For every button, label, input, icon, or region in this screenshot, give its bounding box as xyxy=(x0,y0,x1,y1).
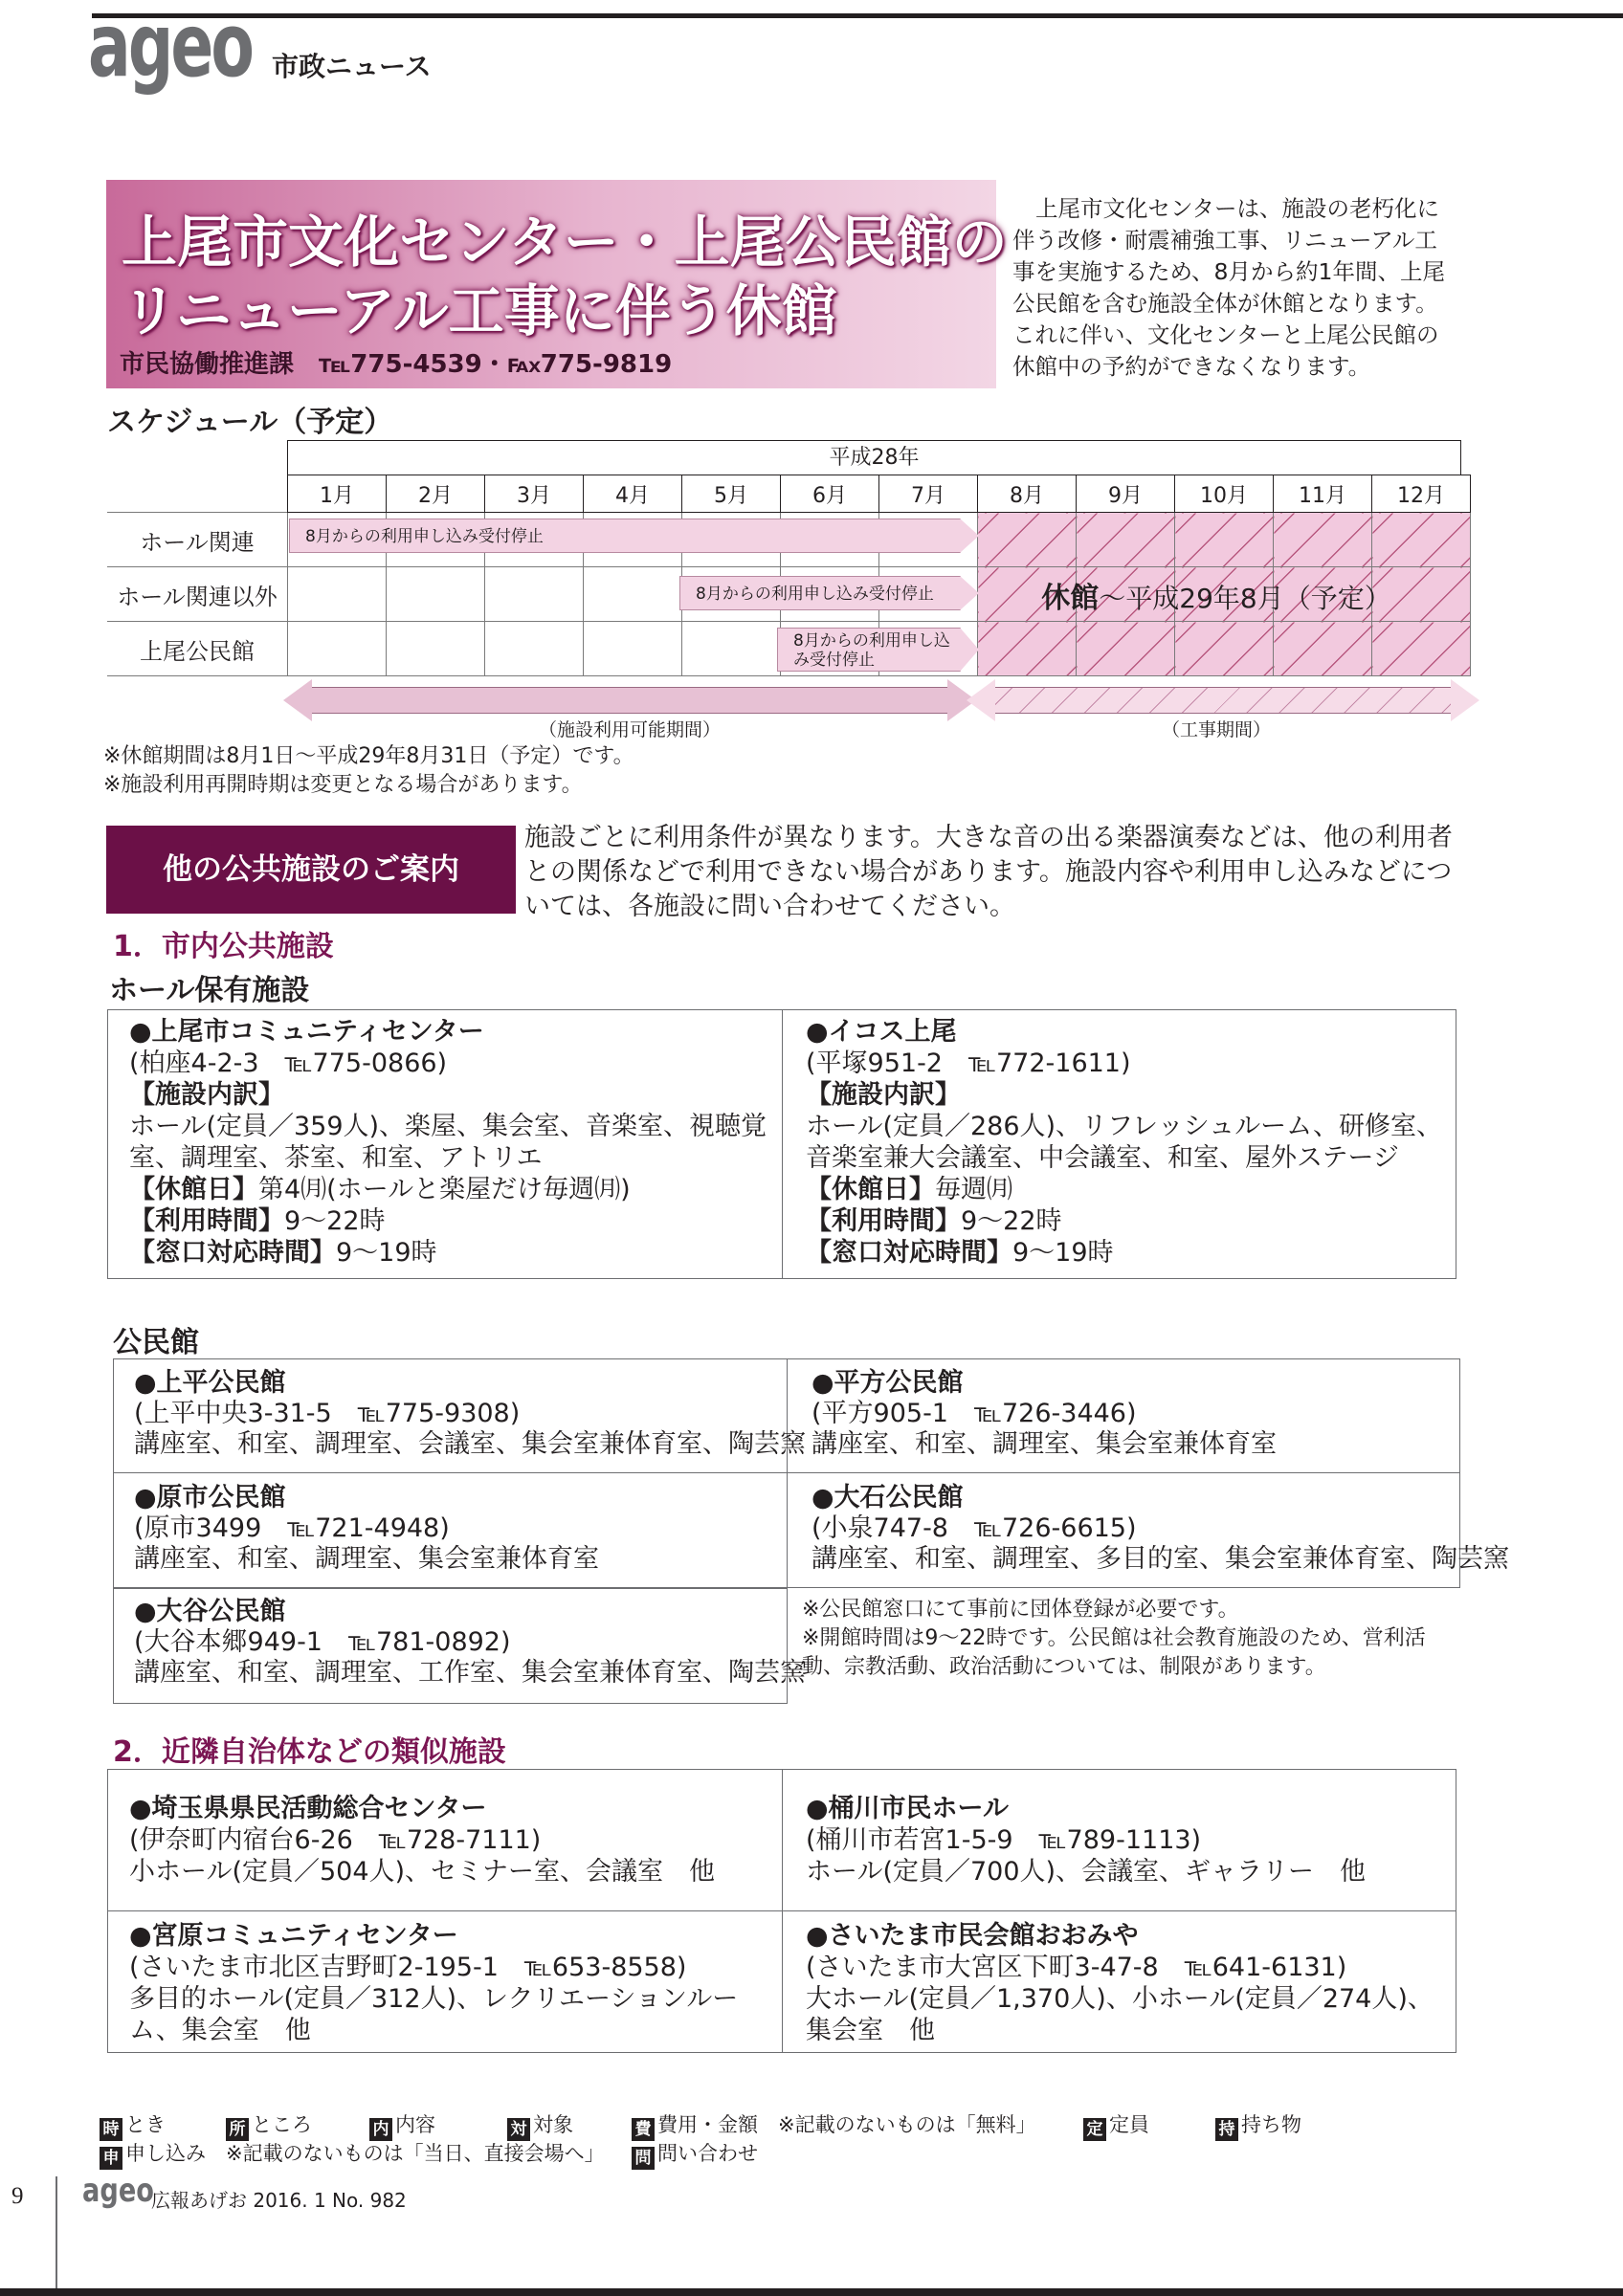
month-header: 1月 xyxy=(288,475,387,513)
kominkan-card xyxy=(134,1597,806,1689)
nearby-card xyxy=(129,1920,770,2046)
legend-text: 申し込み ※記載のないものは「当日、直接会場へ」 xyxy=(125,2142,605,2165)
nearby-rooms: ホール(定員／700人)、会議室、ギャラリー 他 xyxy=(806,1857,1367,1887)
divider xyxy=(782,1769,783,2053)
month-header: 6月 xyxy=(781,475,879,513)
legend-key: 費 xyxy=(632,2118,655,2141)
legend-text: 内容 xyxy=(395,2113,435,2136)
nearby-address: (さいたま市大宮区下町3-47-8 ℡641-6131) xyxy=(806,1953,1347,1982)
facility-name: ●上尾市コミュニティセンター xyxy=(129,1017,484,1047)
schedule-notes xyxy=(103,742,634,800)
facility-address: (平塚951-2 ℡772-1611) xyxy=(806,1049,1131,1078)
legend-item xyxy=(100,2110,166,2141)
kominkan-note: ※開館時間は9〜22時です。公民館は社会教育施設のため、営利活動、宗教活動、政治活動については、制限があります。 xyxy=(802,1626,1426,1679)
legend-item xyxy=(369,2110,435,2141)
divider xyxy=(782,1009,783,1279)
nearby-address: (桶川市若宮1-5-9 ℡789-1113) xyxy=(806,1825,1202,1855)
legend-key: 定 xyxy=(1083,2118,1106,2141)
month-header: 12月 xyxy=(1372,475,1471,513)
nearby-card xyxy=(806,1793,1447,1888)
kominkan-address: (原市3499 ℡721-4948) xyxy=(134,1513,450,1543)
legend-text: 定員 xyxy=(1109,2113,1149,2136)
booking-stop-bar-hall: 8月からの利用申し込み受付停止 xyxy=(289,519,961,553)
page-number: 9 xyxy=(11,2183,24,2209)
facility-label: 【休館日】 xyxy=(129,1175,258,1204)
nearby-address: (伊奈町内宿台6-26 ℡728-7111) xyxy=(129,1825,542,1855)
legend-text: ところ xyxy=(252,2113,312,2136)
kominkan-address: (平方905-1 ℡726-3446) xyxy=(812,1399,1137,1428)
category-kominkan: 公民館 xyxy=(113,1326,199,1359)
construction-period-caption: （工事期間） xyxy=(1161,719,1271,740)
facility-card xyxy=(806,1016,1447,1269)
schedule-year: 平成28年 xyxy=(287,440,1461,475)
category-hall: ホール保有施設 xyxy=(109,974,310,1007)
legend-text: 費用・金額 ※記載のないものは「無料」 xyxy=(657,2113,1036,2136)
nearby-card xyxy=(806,1920,1447,2046)
footer-logo: ageo xyxy=(82,2172,154,2210)
legend-item xyxy=(632,2139,758,2170)
nearby-name: ●埼玉県県民活動総合センター xyxy=(129,1794,487,1823)
publication-info: 広報あげお 2016. 1 No. 982 xyxy=(151,2189,407,2212)
legend-text: 対象 xyxy=(533,2113,573,2136)
legend-item xyxy=(226,2110,312,2141)
nearby-name: ●桶川市民ホール xyxy=(806,1794,1010,1823)
month-header: 4月 xyxy=(584,475,682,513)
department-contact: 市民協働推進課 ℡775-4539・℻775-9819 xyxy=(120,350,673,379)
schedule-row-label: ホール関連 xyxy=(107,513,288,567)
kominkan-name: ●上平公民館 xyxy=(134,1368,286,1398)
month-header: 7月 xyxy=(879,475,978,513)
kominkan-rooms: 講座室、和室、調理室、多目的室、集会室兼体育室、陶芸窯 xyxy=(812,1544,1509,1574)
month-header: 5月 xyxy=(682,475,781,513)
facility-address: (柏座4-2-3 ℡775-0866) xyxy=(129,1049,448,1078)
legend-text: 問い合わせ xyxy=(657,2142,758,2165)
guide-heading: 他の公共施設のご案内 xyxy=(106,826,516,914)
kominkan-card xyxy=(812,1368,1277,1460)
nearby-name: ●宮原コミュニティセンター xyxy=(129,1921,458,1951)
kominkan-rooms: 講座室、和室、調理室、会議室、集会室兼体育室、陶芸窯 xyxy=(134,1429,806,1459)
legend-item xyxy=(1215,2110,1301,2141)
kominkan-rooms: 講座室、和室、調理室、工作室、集会室兼体育室、陶芸窯 xyxy=(134,1658,806,1688)
facility-closed-day: 第4㈪(ホールと楽屋だけ毎週㈪) xyxy=(258,1175,631,1204)
facility-label: 【窓口対応時間】 xyxy=(806,1238,1012,1268)
legend-key: 内 xyxy=(369,2118,392,2141)
facility-label: 【施設内訳】 xyxy=(129,1080,284,1110)
legend-text: 持ち物 xyxy=(1241,2113,1301,2136)
facility-label: 【利用時間】 xyxy=(806,1206,961,1236)
available-period-arrow xyxy=(312,687,947,714)
top-rule xyxy=(92,13,1623,18)
facility-label: 【施設内訳】 xyxy=(806,1080,961,1110)
schedule-row-label: 上尾公民館 xyxy=(107,622,288,676)
facility-label: 【休館日】 xyxy=(806,1175,935,1204)
nearby-card xyxy=(129,1793,770,1888)
title-banner xyxy=(106,180,1008,388)
article-intro: 上尾市文化センターは、施設の老朽化に伴う改修・耐震補強工事、リニューアル工事を実施するため、8月から約1年間、上尾公民館を含む施設全体が休館となります。これに伴い、文化センターと上尾公民館の休館中の予約ができなくなります。 xyxy=(1012,195,1445,380)
nearby-address: (さいたま市北区吉野町2-195-1 ℡653-8558) xyxy=(129,1953,687,1982)
section-label: 市政ニュース xyxy=(272,51,432,82)
legend-item xyxy=(632,2110,1036,2141)
subheading-city-facilities: 1．市内公共施設 xyxy=(113,930,334,963)
kominkan-name: ●平方公民館 xyxy=(812,1368,964,1398)
article-title-line1: 上尾市文化センター・上尾公民館の xyxy=(122,210,1008,275)
kominkan-rooms: 講座室、和室、調理室、集会室兼体育室 xyxy=(812,1429,1277,1459)
schedule-title: スケジュール（予定） xyxy=(107,406,393,439)
legend-text: とき xyxy=(125,2113,166,2136)
facility-hours: 9〜22時 xyxy=(284,1206,386,1236)
facility-window-hours: 9〜19時 xyxy=(336,1238,437,1268)
month-header: 3月 xyxy=(485,475,584,513)
kominkan-name: ●大谷公民館 xyxy=(134,1597,286,1626)
month-header: 2月 xyxy=(387,475,485,513)
month-header: 10月 xyxy=(1175,475,1274,513)
facility-window-hours: 9〜19時 xyxy=(1012,1238,1114,1268)
facility-closed-day: 毎週㈪ xyxy=(935,1175,1012,1204)
kominkan-address: (小泉747-8 ℡726-6615) xyxy=(812,1513,1137,1543)
legend-key: 時 xyxy=(100,2118,122,2141)
kominkan-name: ●大石公民館 xyxy=(812,1483,964,1512)
article-title-line2: リニューアル工事に伴う休館 xyxy=(122,278,837,343)
month-header: 9月 xyxy=(1077,475,1175,513)
legend-key: 対 xyxy=(507,2118,530,2141)
facility-card xyxy=(129,1016,770,1269)
booking-stop-bar-kominkan: 8月からの利用申し込み受付停止 xyxy=(777,628,961,672)
month-header: 8月 xyxy=(978,475,1077,513)
kominkan-card xyxy=(812,1483,1509,1575)
kominkan-name: ●原市公民館 xyxy=(134,1483,286,1512)
guide-text: 施設ごとに利用条件が異なります。大きな音の出る楽器演奏などは、他の利用者との関係などで利用できない場合があります。施設内容や利用申し込みなどについては、各施設に問い合わせてください。 xyxy=(524,823,1453,921)
subheading-nearby-facilities: 2．近隣自治体などの類似施設 xyxy=(113,1735,506,1769)
kominkan-note: ※公民館窓口にて事前に団体登録が必要です。 xyxy=(802,1598,1239,1622)
legend-key: 持 xyxy=(1215,2118,1238,2141)
closed-until: 〜平成29年8月（予定） xyxy=(1099,583,1391,614)
facility-rooms: ホール(定員／359人)、楽屋、集会室、音楽室、視聴覚室、調理室、茶室、和室、アトリエ xyxy=(129,1112,767,1173)
ageo-logo: ageo xyxy=(88,0,253,97)
kominkan-notes xyxy=(802,1596,1462,1682)
nearby-rooms: 小ホール(定員／504人)、セミナー室、会議室 他 xyxy=(129,1857,716,1887)
bottom-rule xyxy=(0,2288,1623,2296)
booking-stop-bar-other: 8月からの利用申し込み受付停止 xyxy=(679,576,961,610)
nearby-name: ●さいたま市民会館おおみや xyxy=(806,1921,1139,1951)
facility-hours: 9〜22時 xyxy=(961,1206,1062,1236)
facility-name: ●イコス上尾 xyxy=(806,1017,957,1047)
facility-label: 【窓口対応時間】 xyxy=(129,1238,336,1268)
kominkan-address: (上平中央3-31-5 ℡775-9308) xyxy=(134,1399,521,1428)
facility-label: 【利用時間】 xyxy=(129,1206,284,1236)
nearby-rooms: 多目的ホール(定員／312人)、レクリエーションルーム、集会室 他 xyxy=(129,1984,739,2045)
kominkan-card xyxy=(134,1368,806,1460)
legend-item xyxy=(507,2110,573,2141)
legend-item xyxy=(100,2139,605,2170)
kominkan-card xyxy=(134,1483,599,1575)
schedule-corner xyxy=(107,475,288,513)
construction-period-arrow xyxy=(995,687,1451,714)
legend-key: 所 xyxy=(226,2118,249,2141)
schedule-note: ※休館期間は8月1日〜平成29年8月31日（予定）です。 xyxy=(103,744,634,768)
kominkan-address: (大谷本郷949-1 ℡781-0892) xyxy=(134,1627,511,1657)
kominkan-rooms: 講座室、和室、調理室、集会室兼体育室 xyxy=(134,1544,599,1574)
legend-item xyxy=(1083,2110,1149,2141)
schedule-row-label: ホール関連以外 xyxy=(107,567,288,622)
legend-key: 申 xyxy=(100,2147,122,2170)
closed-word: 休館 xyxy=(1041,582,1100,615)
facility-rooms: ホール(定員／286人)、リフレッシュルーム、研修室、音楽室兼大会議室、中会議室、和室、屋外ステージ xyxy=(806,1112,1442,1173)
closed-period-label xyxy=(972,574,1460,616)
footer-rule xyxy=(56,2176,57,2296)
month-header: 11月 xyxy=(1274,475,1372,513)
nearby-rooms: 大ホール(定員／1,370人)、小ホール(定員／274人)、集会室 他 xyxy=(806,1984,1434,2045)
available-period-caption: （施設利用可能期間） xyxy=(538,719,721,740)
schedule-note: ※施設利用再開時期は変更となる場合があります。 xyxy=(103,773,583,797)
legend-key: 問 xyxy=(632,2147,655,2170)
